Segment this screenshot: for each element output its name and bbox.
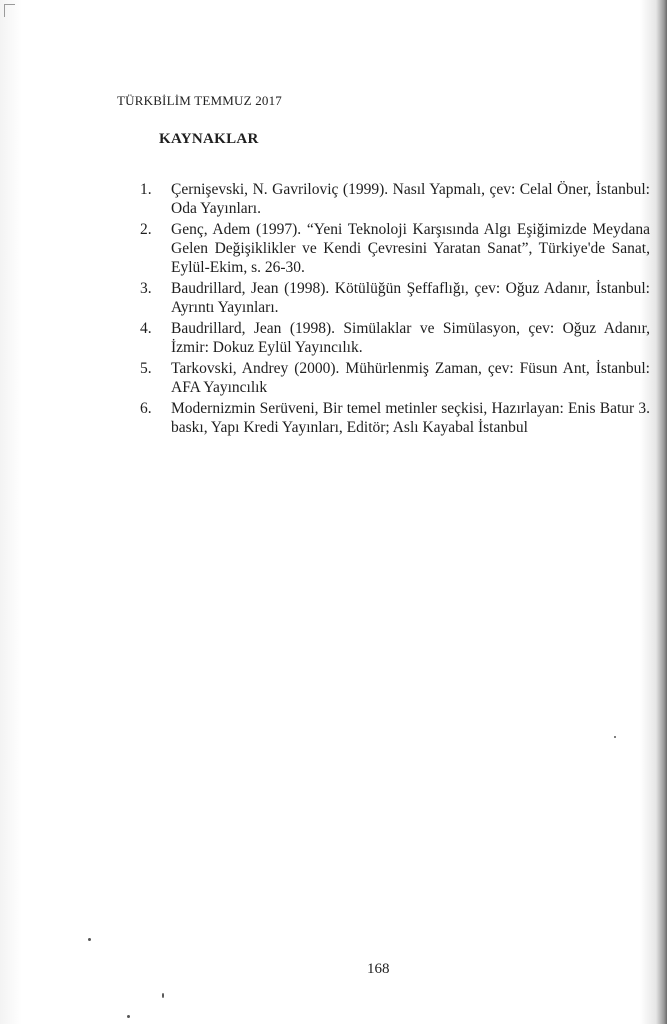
reference-item	[140, 180, 650, 218]
reference-item	[140, 220, 650, 277]
reference-item	[140, 279, 650, 317]
reference-number: 5.	[140, 360, 152, 377]
scan-speck	[614, 736, 616, 738]
reference-number: 3.	[140, 280, 152, 297]
page-number: 168	[367, 961, 390, 977]
reference-number: 2.	[140, 221, 152, 238]
reference-list	[140, 180, 650, 439]
reference-text: Çernişevski, N. Gavriloviç (1999). Nasıl Yapmalı, çev: Celal Öner, İstanbul: Oda Yayınları.	[171, 181, 650, 217]
reference-text: Tarkovski, Andrey (2000). Mühürlenmiş Zaman, çev: Füsun Ant, İstanbul: AFA Yayıncılık	[171, 360, 650, 396]
running-header: TÜRKBİLİM TEMMUZ 2017	[117, 93, 283, 108]
reference-text: Modernizmin Serüveni, Bir temel metinler seçkisi, Hazırlayan: Enis Batur 3. baskı, Yapı Kredi Yayınları, Editör; Aslı Kayabal İstanbul	[171, 400, 650, 436]
reference-text: Genç, Adem (1997). “Yeni Teknoloji Karşısında Algı Eşiğimizde Meydana Gelen Değişiklikler ve Kendi Çevresini Yaratan Sanat”, Türkiye'de Sanat, Eylül-Ekim, s. 26-30.	[171, 221, 650, 276]
reference-item	[140, 319, 650, 357]
reference-text: Baudrillard, Jean (1998). Simülaklar ve Simülasyon, çev: Oğuz Adanır, İzmir: Dokuz Eylül Yayıncılık.	[171, 320, 650, 356]
reference-number: 1.	[140, 181, 152, 198]
scan-speck	[127, 1015, 130, 1018]
scan-corner-mark	[4, 4, 15, 17]
scan-speck	[162, 993, 164, 998]
reference-number: 4.	[140, 320, 152, 337]
section-title: KAYNAKLAR	[159, 131, 259, 147]
reference-number: 6.	[140, 400, 152, 417]
reference-text: Baudrillard, Jean (1998). Kötülüğün Şeffaflığı, çev: Oğuz Adanır, İstanbul: Ayrıntı Yayınları.	[171, 280, 650, 316]
reference-item	[140, 359, 650, 397]
reference-item	[140, 399, 650, 437]
scan-speck	[88, 938, 91, 941]
